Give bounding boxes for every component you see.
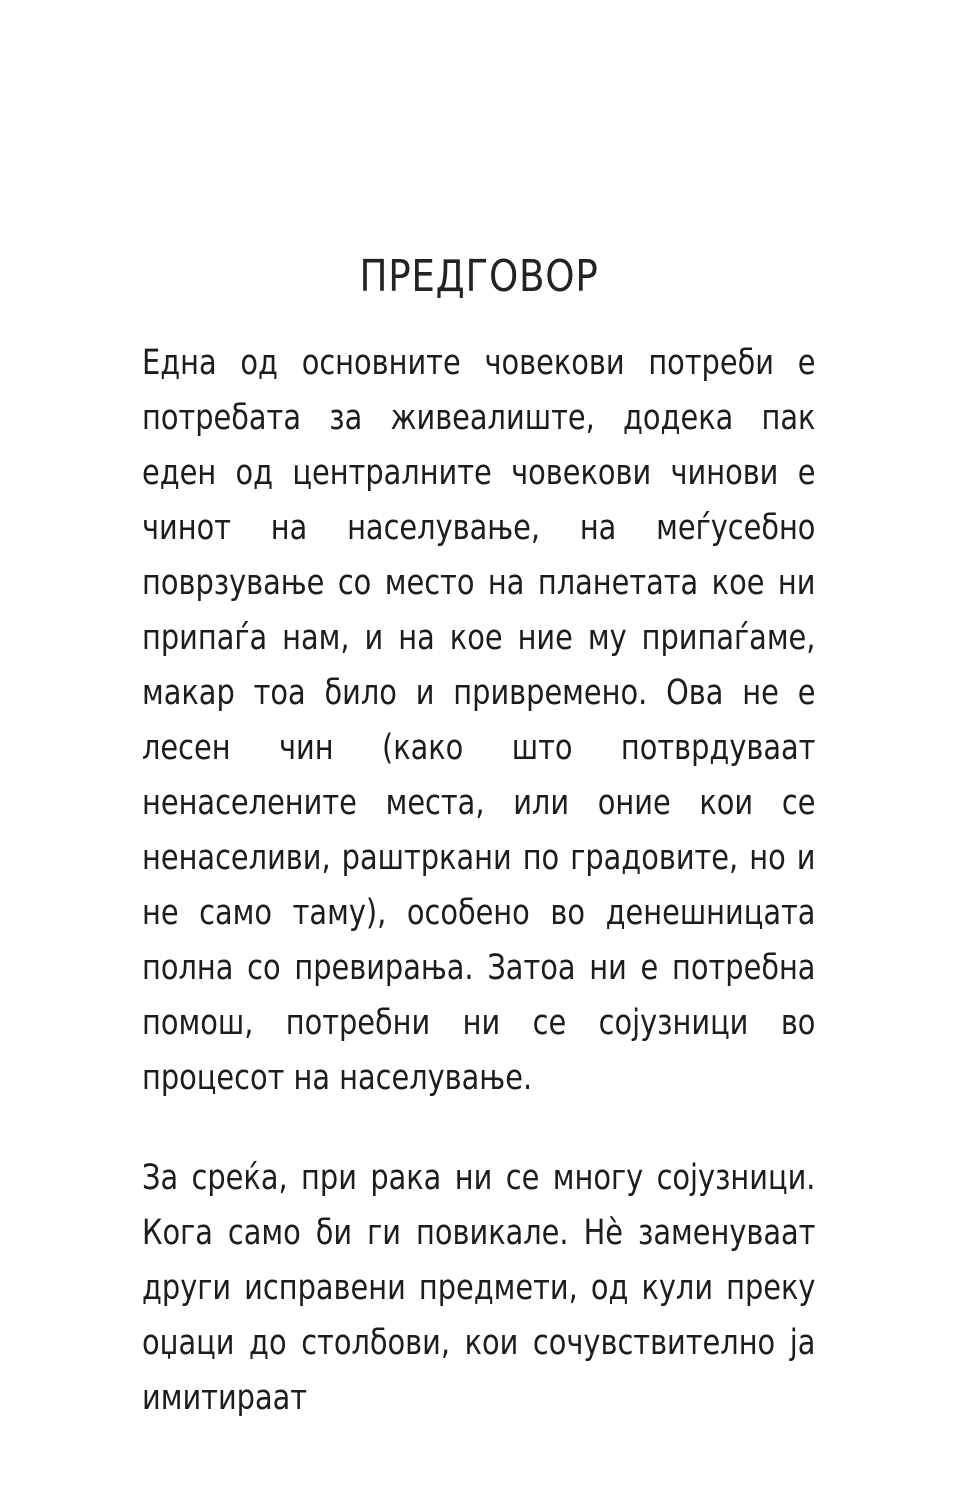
paragraph: За среќа, при рака ни се многу сојузници. Кога само би ги повикале. Нè заменуваат други исправени предмети, од кули преку оџаци до столбови, кои сочувствително ја имитираат (142, 1158, 816, 1418)
paragraph: Една од основните човекови потреби е потребата за живеалиште, додека пак еден од централните човекови чинови е чинот на населување, на меѓусебно поврзување со место на планетата кое ни припаѓа нам, и на кое ние му припаѓаме, макар тоа било и привремено. Ова не е лесен чин (како што потврдуваат ненаселените места, или оние кои се ненаселиви, раштркани по градовите, но и не само таму), особено во денешницата полна со превирања. Затоа ни е потребна помош, потребни ни се сојузници во процесот на населување. (142, 343, 816, 1098)
body-text-block (142, 336, 816, 1481)
page-title: ПРЕДГОВОР (359, 251, 599, 303)
